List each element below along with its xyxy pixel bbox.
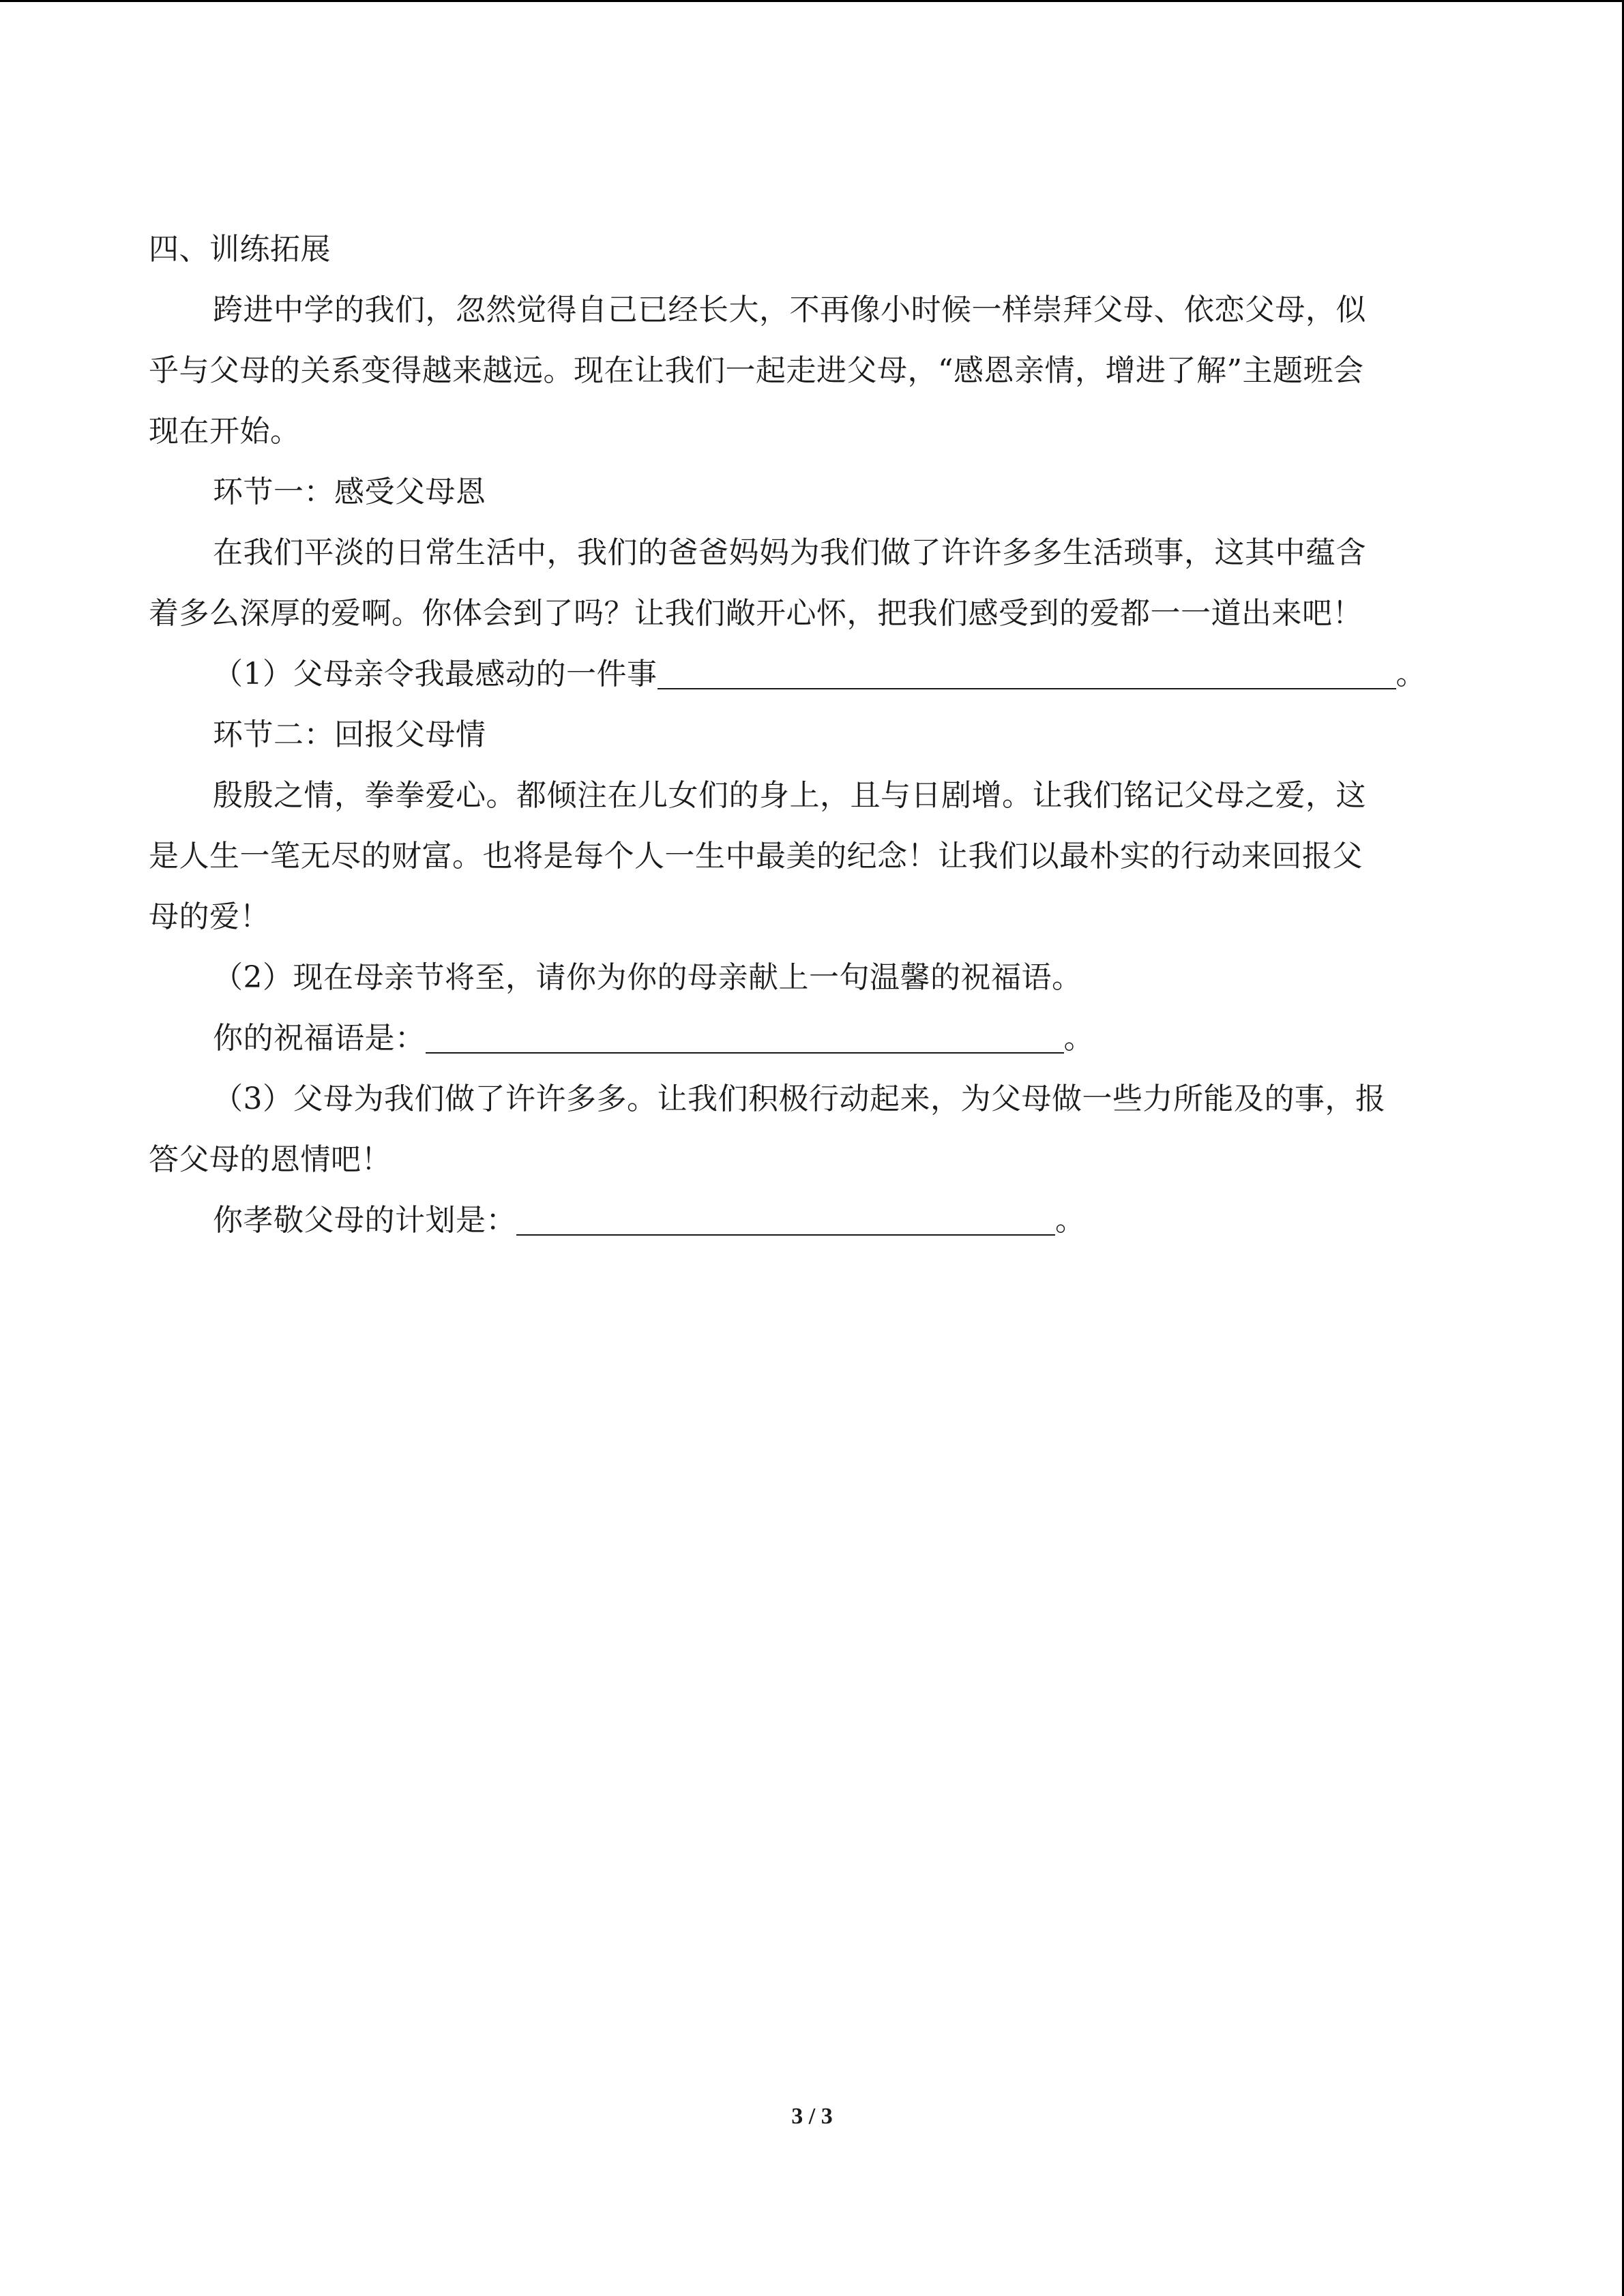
question-3-answer-label: 你孝敬父母的计划是： [213, 1203, 516, 1238]
part2-line-1: 殷殷之情，拳拳爱心。都倾注在儿女们的身上，且与日剧增。让我们铭记父母之爱，这 [213, 778, 1366, 813]
question-3-answer [149, 1190, 1473, 1251]
page-number: 3 / 3 [791, 2104, 833, 2129]
question-2-answer-label: 你的祝福语是： [213, 1021, 426, 1056]
question-1-period: 。 [1396, 657, 1426, 691]
question-2: （2）现在母亲节将至，请你为你的母亲献上一句温馨的祝福语。 [213, 960, 1082, 995]
question-1-answer-blank[interactable] [658, 655, 1396, 689]
question-3-line-1: （3）父母为我们做了许许多多。让我们积极行动起来，为父母做一些力所能及的事，报 [213, 1082, 1386, 1116]
question-2-answer [149, 1008, 1473, 1069]
question-3-period: 。 [1055, 1203, 1086, 1238]
question-2-answer-blank[interactable] [426, 1019, 1064, 1054]
question-1 [149, 644, 1473, 704]
intro-line-2: 乎与父母的关系变得越来越远。现在让我们一起走进父母，“感恩亲情，增进了解”主题班会 [149, 353, 1364, 388]
question-2-period: 。 [1063, 1021, 1094, 1056]
section-heading: 四、训练拓展 [149, 232, 331, 267]
part2-line-2: 是人生一笔无尽的财富。也将是每个人一生中最美的纪念！让我们以最朴实的行动来回报父 [149, 839, 1363, 874]
question-3-answer-blank[interactable] [516, 1202, 1055, 1236]
worksheet-body [149, 219, 1473, 1251]
question-3-line-2: 答父母的恩情吧！ [149, 1142, 392, 1177]
part1-title: 环节一：感受父母恩 [213, 475, 486, 509]
part2-line-3: 母的爱！ [149, 899, 270, 934]
part1-line-2: 着多么深厚的爱啊。你体会到了吗？让我们敞开心怀，把我们感受到的爱都一一道出来吧！ [149, 596, 1363, 631]
part2-title: 环节二：回报父母情 [213, 717, 486, 752]
intro-line-3: 现在开始。 [149, 414, 301, 449]
part1-line-1: 在我们平淡的日常生活中，我们的爸爸妈妈为我们做了许许多多生活琐事，这其中蕴含 [213, 535, 1366, 570]
intro-line-1: 跨进中学的我们，忽然觉得自己已经长大，不再像小时候一样崇拜父母、依恋父母，似 [213, 293, 1366, 327]
question-1-prompt: （1）父母亲令我最感动的一件事 [213, 657, 658, 691]
